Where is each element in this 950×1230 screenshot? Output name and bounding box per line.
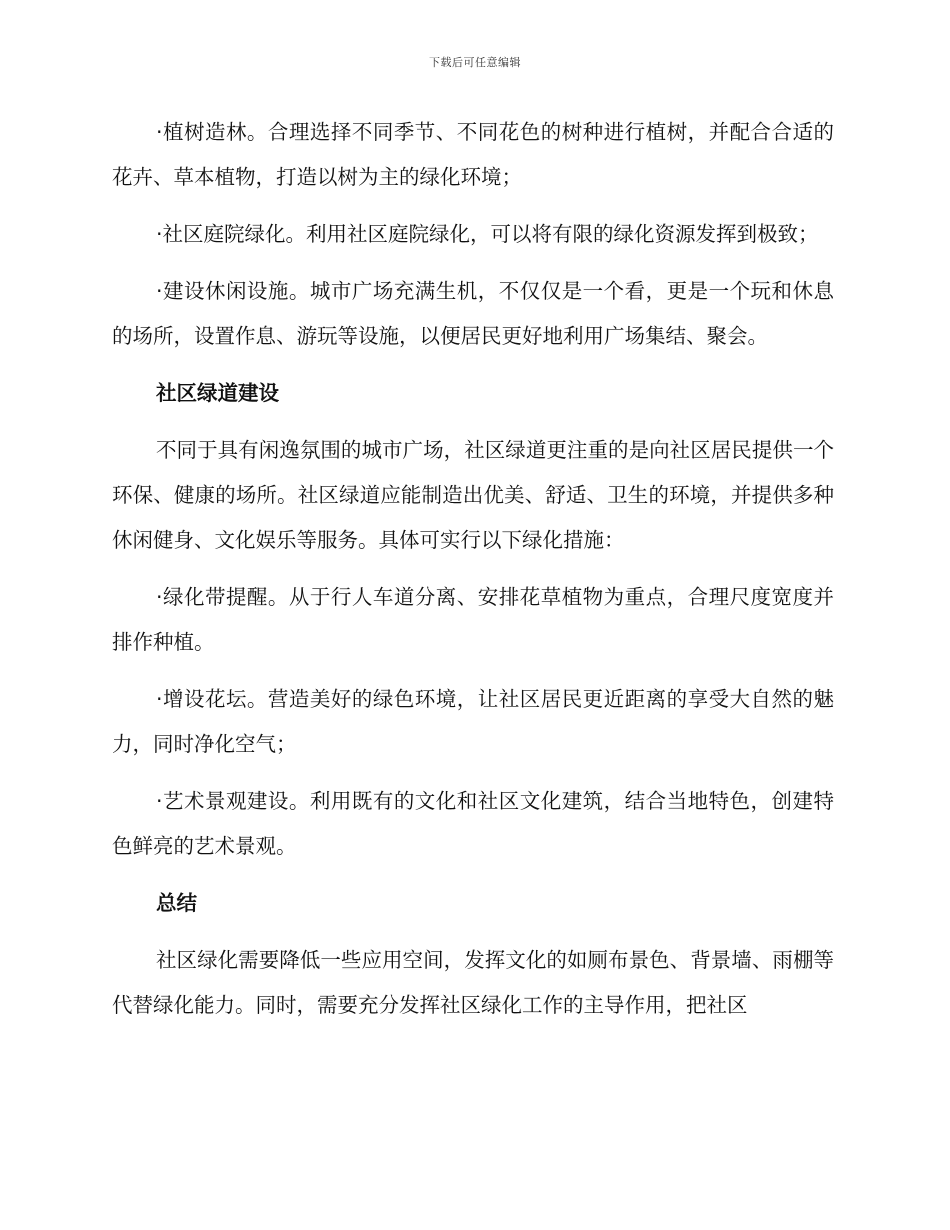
document-body bbox=[112, 110, 834, 1040]
section-heading-summary: 总结 bbox=[156, 891, 197, 915]
bullet-paragraph-art-landscape: ·艺术景观建设。利用既有的文化和社区文化建筑，结合当地特色，创建特色鲜亮的艺术景观。 bbox=[112, 789, 834, 858]
bullet-paragraph-tree-planting: ·植树造林。合理选择不同季节、不同花色的树种进行植树，并配合合适的花卉、草本植物，打造以树为主的绿化环境； bbox=[112, 120, 834, 189]
paragraph-greenway-intro: 不同于具有闲逸氛围的城市广场，社区绿道更注重的是向社区居民提供一个环保、健康的场所。社区绿道应能制造出优美、舒适、卫生的环境，并提供多种休闲健身、文化娱乐等服务。具体可实行以下绿化措施： bbox=[112, 438, 834, 552]
bullet-paragraph-leisure-facilities: ·建设休闲设施。城市广场充满生机，不仅仅是一个看，更是一个玩和休息的场所，设置作息、游玩等设施，以便居民更好地利用广场集结、聚会。 bbox=[112, 279, 834, 348]
bullet-paragraph-flower-beds: ·增设花坛。营造美好的绿色环境，让社区居民更近距离的享受大自然的魅力，同时净化空气； bbox=[112, 687, 834, 756]
bullet-paragraph-courtyard-greening: ·社区庭院绿化。利用社区庭院绿化，可以将有限的绿化资源发挥到极致； bbox=[156, 222, 819, 246]
section-heading-greenway: 社区绿道建设 bbox=[156, 381, 279, 405]
bullet-paragraph-green-belt: ·绿化带提醒。从于行人车道分离、安排花草植物为重点，合理尺度宽度并排作种植。 bbox=[112, 585, 834, 654]
paragraph-summary: 社区绿化需要降低一些应用空间，发挥文化的如厕布景色、背景墙、雨棚等代替绿化能力。同时，需要充分发挥社区绿化工作的主导作用，把社区 bbox=[112, 948, 834, 1017]
page-header-note: 下载后可任意编辑 bbox=[429, 56, 521, 69]
